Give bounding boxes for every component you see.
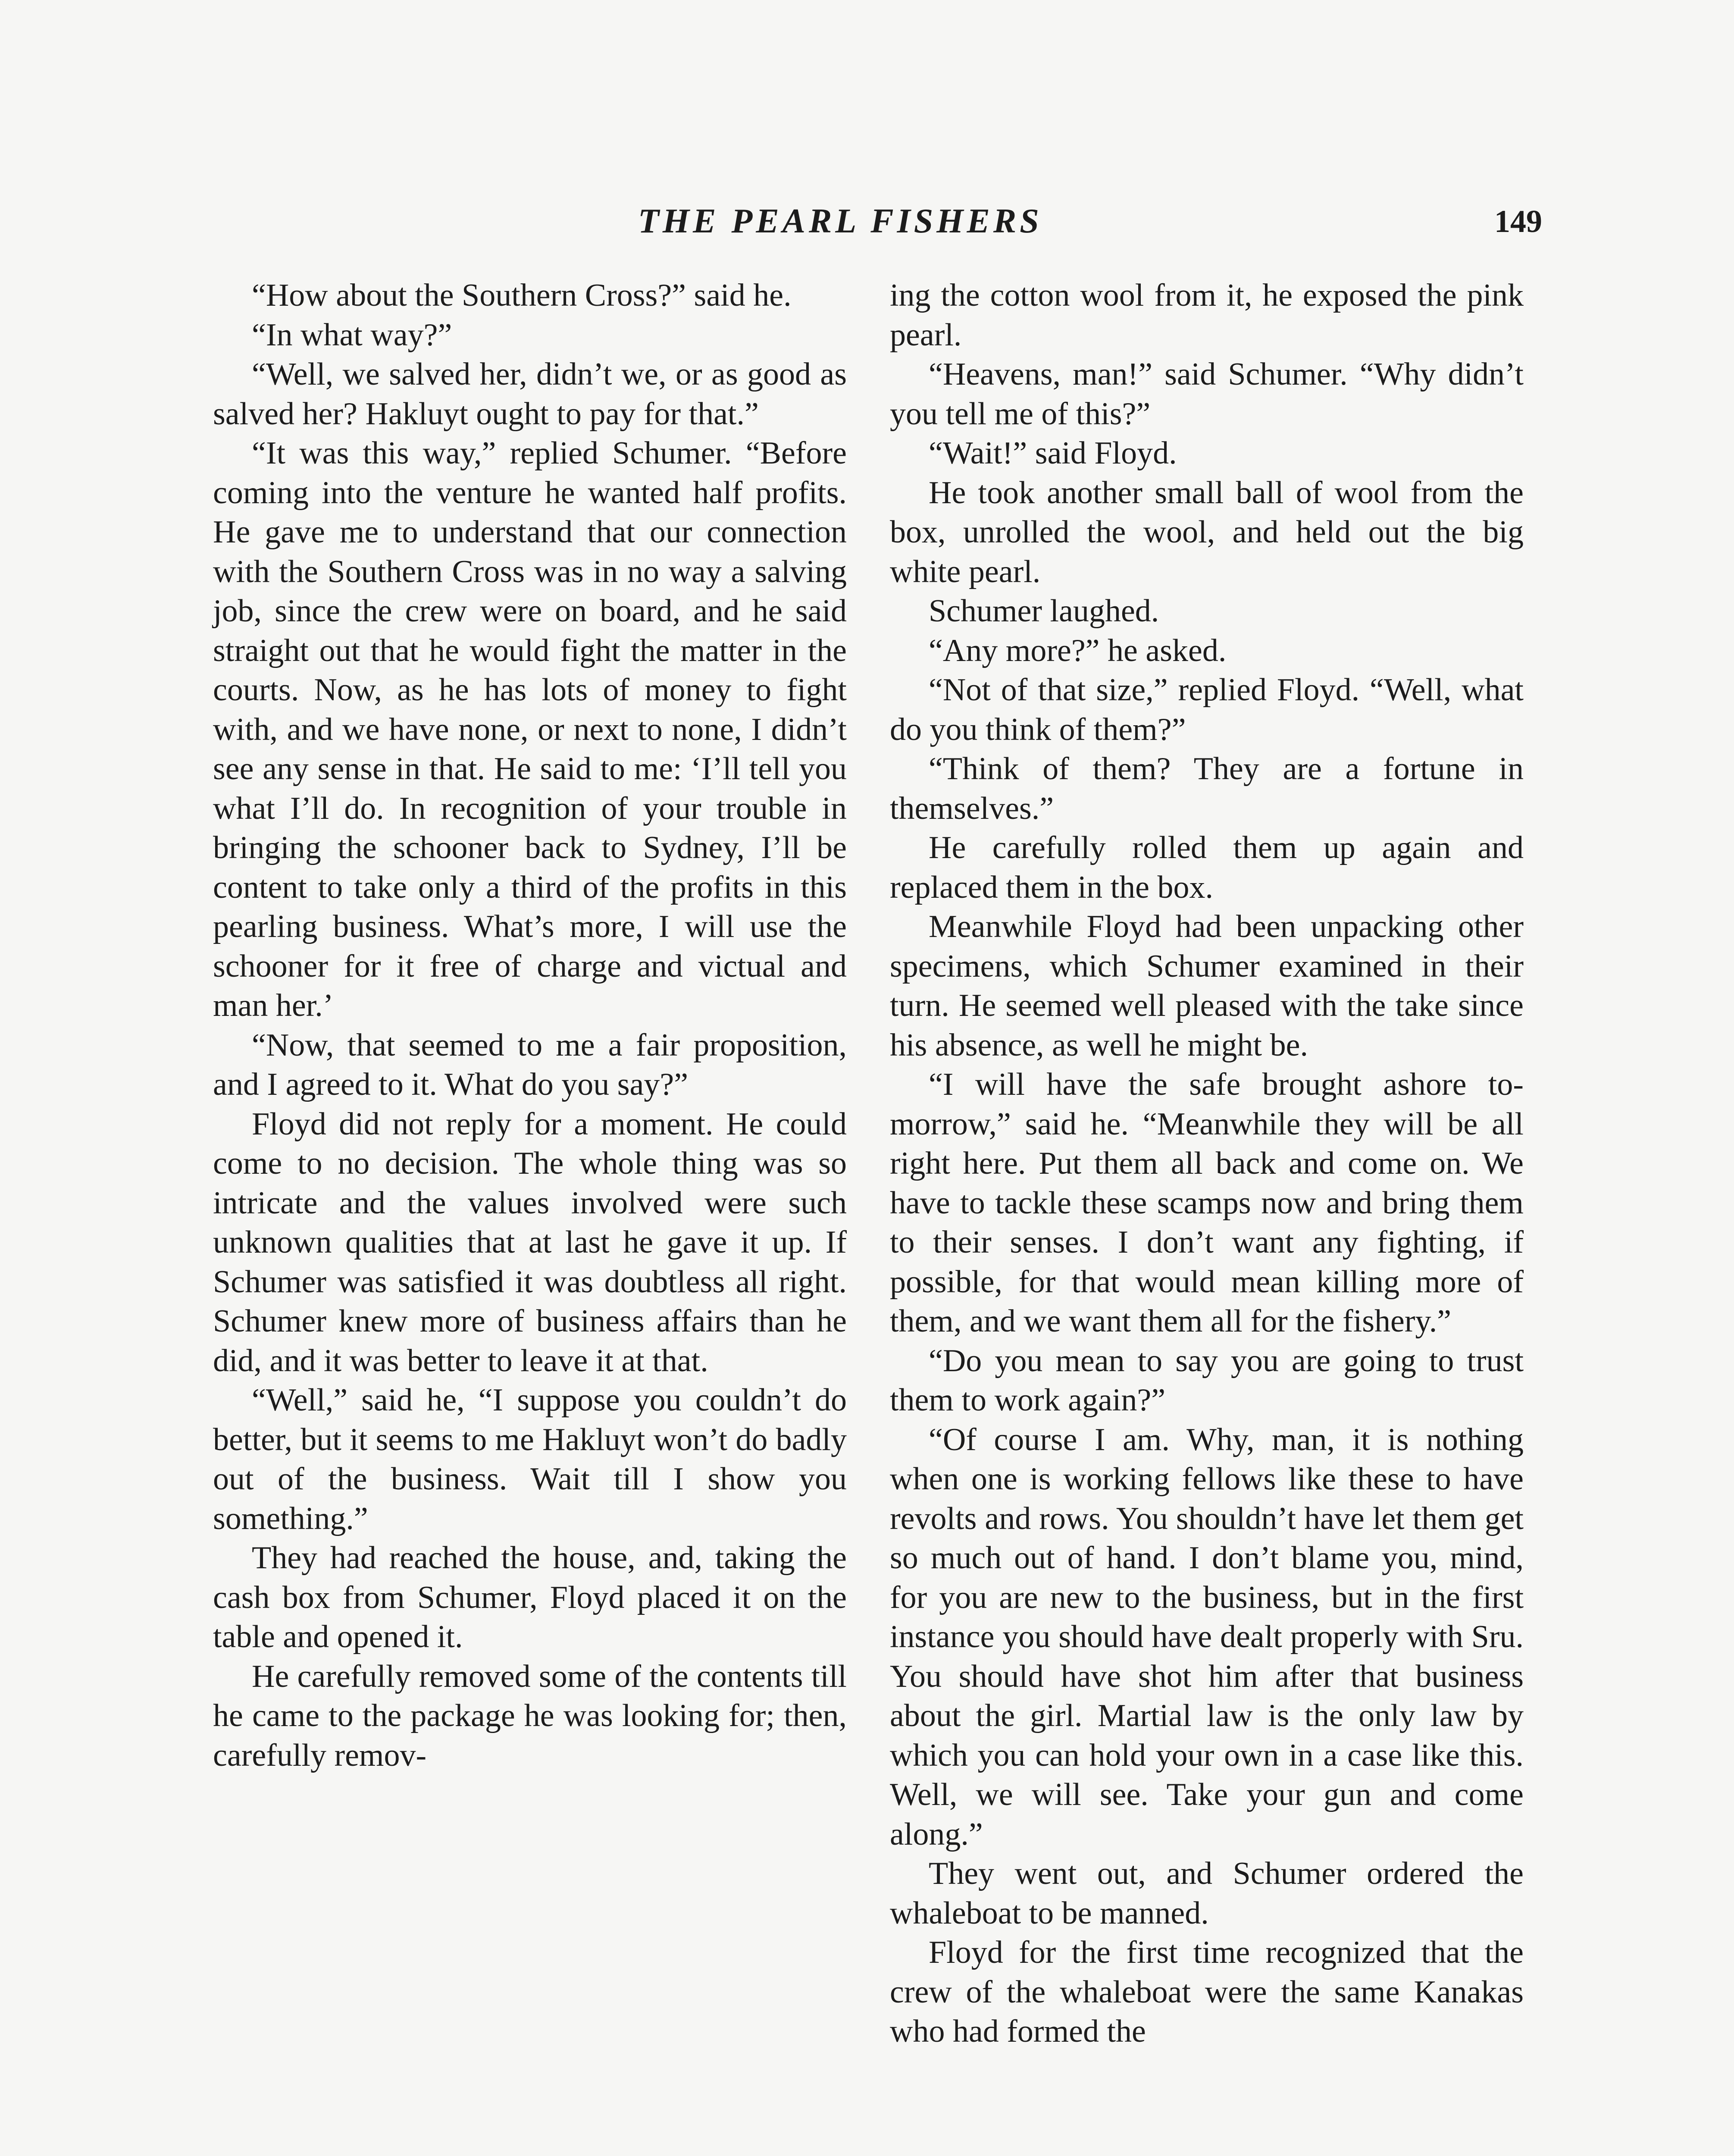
- paragraph: “I will have the safe brought ashore to-morrow,” said he. “Meanwhile they will be all right here. Put them all back and come on. We have to tackle these scamps now and bring them to their senses. I don’t want any fighting, if possible, for that would mean killing more of them, and we want them all for the fishery.”: [890, 1067, 1524, 1339]
- paragraph: “Do you mean to say you are going to trust them to work again?”: [890, 1343, 1524, 1418]
- paragraph: He carefully rolled them up again and replaced them in the box.: [890, 830, 1524, 905]
- page-header: [0, 202, 1734, 254]
- paragraph: Floyd did not reply for a moment. He could come to no decision. The whole thing was so intricate and the values involved were such unknown qualities that at last he gave it up. If Schumer was satisfied it was doubtless all right. Schumer knew more of business affairs than he did, and it was better to leave it at that.: [213, 1106, 847, 1379]
- paragraph-continued: ing the cotton wool from it, he exposed the pink pearl.: [890, 278, 1524, 353]
- paragraph: “Now, that seemed to me a fair proposition, and I agreed to it. What do you say?”: [213, 1027, 847, 1102]
- left-column: [213, 276, 847, 1775]
- paragraph: “Well, we salved her, didn’t we, or as good as salved her? Hakluyt ought to pay for that.”: [213, 357, 847, 432]
- paragraph: “Well,” said he, “I suppose you couldn’t do better, but it seems to me Hakluyt won’t do badly out of the business. Wait till I show you something.”: [213, 1382, 847, 1536]
- paragraph: Meanwhile Floyd had been unpacking other specimens, which Schumer examined in their turn. He seemed well pleased with the take since his absence, as well he might be.: [890, 909, 1524, 1063]
- paragraph: “Heavens, man!” said Schumer. “Why didn’t you tell me of this?”: [890, 357, 1524, 432]
- paragraph: “Wait!” said Floyd.: [929, 436, 1177, 471]
- paragraph: They went out, and Schumer ordered the whaleboat to be manned.: [890, 1856, 1524, 1931]
- paragraph: “Think of them? They are a fortune in themselves.”: [890, 751, 1524, 826]
- paragraph: Floyd for the first time recognized that the crew of the whaleboat were the same Kanakas who had formed the: [890, 1935, 1524, 2049]
- paragraph: “Not of that size,” replied Floyd. “Well, what do you think of them?”: [890, 672, 1524, 747]
- running-title: THE PEARL FISHERS: [638, 202, 1042, 240]
- paragraph: “Of course I am. Why, man, it is nothing when one is working fellows like these to have revolts and rows. You shouldn’t have let them get so much out of hand. I don’t blame you, mind, for you are new to the business, but in the first instance you should have dealt properly with Sru. You should have shot him after that business about the girl. Martial law is the only law by which you can hold your own in a case like this. Well, we will see. Take your gun and come along.”: [890, 1422, 1524, 1852]
- paragraph: “How about the Southern Cross?” said he.: [252, 278, 792, 313]
- paragraph: He carefully removed some of the contents till he came to the package he was looking for; then, carefully remov-: [213, 1658, 847, 1773]
- page-number: 149: [1494, 204, 1542, 239]
- paragraph: “Any more?” he asked.: [929, 633, 1227, 668]
- paragraph: “It was this way,” replied Schumer. “Before coming into the venture he wanted half profits. He gave me to understand that our connection with the Southern Cross was in no way a salving job, since the crew were on board, and he said straight out that he would fight the matter in the courts. Now, as he has lots of money to fight with, and we have none, or next to none, I didn’t see any sense in that. He said to me: ‘I’ll tell you what I’ll do. In recognition of your trouble in bringing the schooner back to Sydney, I’ll be content to take only a third of the profits in this pearling business. What’s more, I will use the schooner for it free of charge and victual and man her.’: [213, 436, 847, 1023]
- paragraph: “In what way?”: [252, 317, 452, 353]
- paragraph: They had reached the house, and, taking the cash box from Schumer, Floyd placed it on the table and opened it.: [213, 1540, 847, 1655]
- paragraph: Schumer laughed.: [929, 593, 1159, 629]
- right-column: [890, 276, 1524, 2052]
- paragraph: He took another small ball of wool from the box, unrolled the wool, and held out the big white pearl.: [890, 475, 1524, 589]
